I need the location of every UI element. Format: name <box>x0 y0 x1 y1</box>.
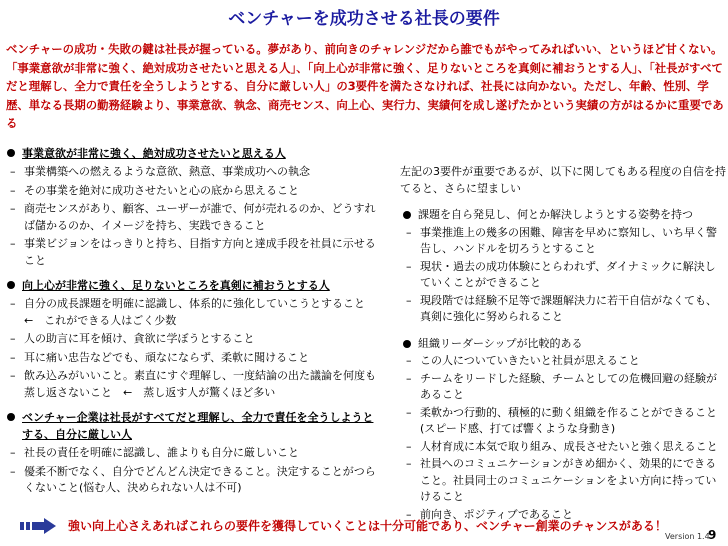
list-item: – その事業を絶対に成功させたいと心の底から思えること <box>10 183 299 197</box>
bullet-heading: 課題を自ら発見し、何とか解決しようとする姿勢を持つ <box>400 207 726 224</box>
list-item: – 優柔不断でなく、自分でどんどん決定できること。決定することがつらくないこと(悩む人、決められない人は不可) <box>10 464 376 494</box>
list-item: – 事業構築への燃えるような意欲、熱意、事業成功への執念 <box>10 165 310 178</box>
footer-text: 強い向上心さえあればこれらの要件を獲得していくことは十分可能であり、ベンチャー創業のチャンスがある！ <box>68 519 667 533</box>
list-item: – 現状・過去の成功体験にとらわれず、ダイナミックに解決していくことができること <box>406 259 716 289</box>
section-heading-text: 事業意欲が非常に強く、絶対成功させたいと思える人 <box>22 147 286 160</box>
right-arrow-icon <box>20 518 56 534</box>
section-heading-text: ベンチャー企業は社長がすべてだと理解し、全力で責任を全うしようとする、自分に厳しい人 <box>22 411 374 441</box>
list-item: – 人材育成に本気で取り組み、成長させたいと強く思えること <box>406 439 718 453</box>
list-item: – 自分の成長課題を明確に認識し、体系的に強化していこうとすること ← これができる人はごく少数 <box>10 297 376 327</box>
requirement-section <box>4 145 376 269</box>
bullet-dot-icon <box>7 413 15 421</box>
requirement-section <box>4 277 376 401</box>
list-item: – この人についていきたいと社員が思えること <box>406 354 640 367</box>
footer-callout <box>20 516 720 538</box>
bullet-dot-icon <box>7 281 15 289</box>
list-item: – 人の助言に耳を傾け、貪欲に学ぼうとすること <box>10 332 255 345</box>
list-item: – 事業推進上の幾多の困難、障害を早めに察知し、いち早く警告し、ハンドルを切ろうとすること <box>406 225 717 255</box>
section-heading <box>4 409 376 443</box>
bullet-dot-icon <box>7 149 15 157</box>
list-item: – 事業ビジョンをはっきりと持ち、目指す方向と達成手段を社員に示せること <box>10 237 376 267</box>
list-item: – 耳に痛い忠告などでも、頑なにならず、柔軟に聞けること <box>10 350 310 364</box>
list-item: – 柔軟かつ行動的、積極的に動く組織を作ることができること(スピード感、打てば響くような身動き) <box>406 405 717 435</box>
version-label: Version 1.4 <box>665 532 710 541</box>
section-heading <box>4 145 376 162</box>
page-title: ベンチャーを成功させる社長の要件 <box>228 9 500 29</box>
list-item: – 現段階では経験不足等で課題解決力に若干自信がなくても、真剣に強化に努められること <box>406 293 717 323</box>
bullet-dot-icon <box>403 340 411 348</box>
page-number: 9 <box>708 528 717 542</box>
list-item: – 社長の責任を明確に認識し、誰よりも自分に厳しいこと <box>10 446 299 459</box>
additional-requirement <box>400 336 726 524</box>
list-item: – チームをリードした経験、チームとしての危機回避の経験があること <box>406 371 717 401</box>
section-heading-text: 向上心が非常に強く、足りないところを真剣に補おうとする人 <box>22 279 330 292</box>
right-column <box>400 163 726 523</box>
bullet-dot-icon <box>403 211 411 219</box>
right-lead-text: 左記の3要件が重要であるが、以下に関してもある程度の自信を持てると、さらに望ましい <box>400 165 726 195</box>
list-item: – 前向き、ポジティブであること <box>406 507 574 521</box>
list-item: – 社員へのコミュニケーションがきめ細かく、効果的にできること。社員同士のコミュニケーションをよい方向に持っていけること <box>406 457 717 503</box>
list-item: – 飲み込みがいいこと。素直にすぐ理解し、一度結論の出た議論を何度も蒸し返さないこと ← 蒸し返す人が驚くほど多い <box>10 369 376 399</box>
list-item: – 商売センスがあり、顧客、ユーザーが誰で、何が売れるのか、どうすれば儲かるのか、イメージを持ち、実践できること <box>10 202 376 232</box>
bullet-heading: 組織リーダーシップが比較的ある <box>400 336 726 353</box>
additional-requirement <box>400 207 726 326</box>
requirement-section <box>4 409 376 497</box>
intro-paragraph: ベンチャーの成功・失敗の鍵は社長が握っている。夢があり、前向きのチャレンジだから誰でもがやってみればいい、というほど甘くない。「事業意欲が非常に強く、絶対成功させたいと思える人」、「向上心が非常に強く、足りないところを真剣に補おうとする人」、「社長がすべてだと理解し、全力で責任を全うしようとする、自分に厳しい人」の3要件を満たさなければ、社長には向かない。ただし、年齢、性別、学歴、単なる長期の勤務経験より、事業意欲、執念、商売センス、向上心、実行力、実績何を成し遂げたかという実績の方がはるかに重要である <box>6 42 724 130</box>
left-column <box>4 145 376 497</box>
section-heading <box>4 277 376 294</box>
